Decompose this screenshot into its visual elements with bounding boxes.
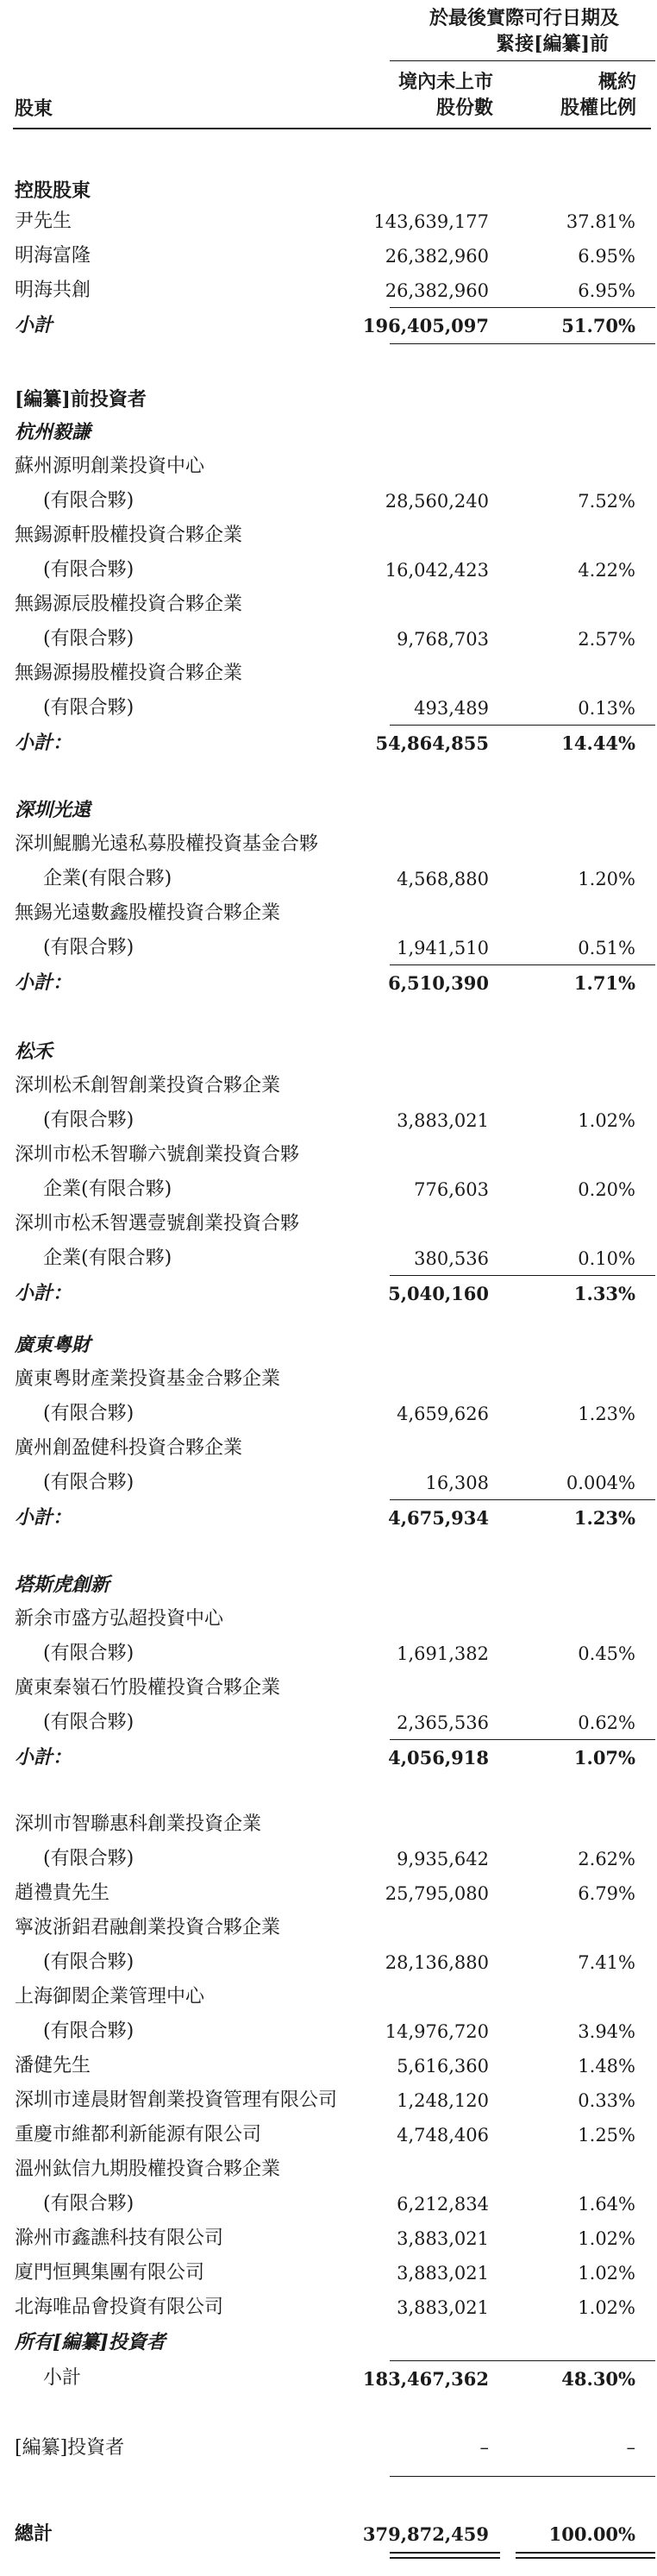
- holder-name-cont: (有限合夥): [43, 1109, 135, 1131]
- total-double-rule-top-shares: [390, 2552, 500, 2554]
- holder-shares: 3,883,021: [397, 2297, 489, 2318]
- holder-shares: 493,489: [414, 698, 489, 719]
- holder-pct: 37.81%: [566, 211, 635, 232]
- holder-name-cont: 企業(有限合夥): [43, 1247, 172, 1269]
- holder-name: 新余市盛方弘超投資中心: [15, 1608, 224, 1630]
- holder-shares: 3,883,021: [397, 2228, 489, 2249]
- subtotal-rule: [390, 964, 655, 965]
- all-pre-investors-title: 所有[編纂]投資者: [15, 2331, 166, 2353]
- holder-name: 深圳市松禾智聯六號創業投資合夥: [15, 1144, 300, 1165]
- holder-name: 廈門恒興集團有限公司: [15, 2262, 205, 2284]
- holder-name: 無錫源辰股權投資合夥企業: [15, 594, 243, 615]
- holder-shares: 26,382,960: [385, 246, 489, 267]
- holder-name: 廣州創盈健科投資合夥企業: [15, 1437, 243, 1459]
- holder-pct: 7.52%: [578, 491, 635, 512]
- group-title-shenzhen-guangyuan: 深圳光遠: [15, 799, 91, 821]
- subtotal-pct: 14.44%: [561, 732, 635, 754]
- holder-name-cont: (有限合夥): [43, 490, 135, 512]
- header-pct-2: 股權比例: [560, 97, 636, 119]
- holder-name-cont: 企業(有限合夥): [43, 868, 172, 889]
- holder-pct: 0.45%: [578, 1643, 635, 1664]
- subtotal-shares: 4,675,934: [388, 1507, 489, 1529]
- holder-shares: 143,639,177: [373, 211, 489, 232]
- holder-name-cont: (有限合夥): [43, 628, 135, 650]
- holder-pct: 1.64%: [578, 2194, 635, 2215]
- subtotal-bottom-rule: [390, 343, 655, 344]
- holder-name: 無錫源軒股權投資合夥企業: [15, 525, 243, 546]
- holder-name-cont: (有限合夥): [43, 1848, 135, 1869]
- subtotal-rule: [390, 725, 655, 726]
- group-title-songhe: 松禾: [15, 1040, 53, 1063]
- holder-pct: 0.004%: [566, 1473, 635, 1493]
- holder-name-cont: (有限合夥): [43, 1403, 135, 1424]
- holder-name-cont: (有限合夥): [43, 937, 135, 958]
- subtotal-shares: 4,056,918: [388, 1747, 489, 1769]
- holder-shares: 9,768,703: [397, 629, 489, 650]
- public-investors-pct: –: [626, 2437, 635, 2458]
- holder-name: 廣東秦嶺石竹股權投資合夥企業: [15, 1677, 281, 1699]
- holder-pct: 2.57%: [578, 629, 635, 650]
- subtotal-label: 小計：: [15, 1506, 72, 1529]
- header-group-rule: [390, 60, 655, 61]
- holder-pct: 6.95%: [578, 280, 635, 301]
- holder-name: 潘健先生: [15, 2055, 91, 2077]
- header-holder: 股東: [15, 97, 53, 120]
- holder-name: 寧波浙鋁君融創業投資合夥企業: [15, 1917, 281, 1938]
- holder-shares: 2,365,536: [397, 1712, 489, 1733]
- subtotal-label: 小計：: [15, 732, 72, 754]
- section-title-controlling: 控股股東: [15, 179, 91, 202]
- holder-name-cont: (有限合夥): [43, 1712, 135, 1733]
- total-shares: 379,872,459: [362, 2523, 489, 2545]
- holder-pct: 1.25%: [578, 2125, 635, 2146]
- subtotal-shares: 196,405,097: [362, 315, 489, 336]
- holder-shares: 28,560,240: [385, 491, 489, 512]
- holder-name: 深圳鯤鵬光遠私募股權投資基金合夥: [15, 833, 319, 855]
- holder-shares: 4,659,626: [397, 1404, 489, 1424]
- holder-name: 溫州鈦信九期股權投資合夥企業: [15, 2158, 281, 2180]
- group-title-guangdong-yuecai: 廣東粵財: [15, 1334, 91, 1356]
- holder-pct: 0.13%: [578, 698, 635, 719]
- holder-name: 滁州市鑫譙科技有限公司: [15, 2227, 224, 2249]
- holder-shares: 380,536: [414, 1248, 489, 1269]
- holder-name: 北海唯品會投資有限公司: [15, 2296, 224, 2318]
- holder-name-cont: (有限合夥): [43, 2020, 135, 2042]
- holder-shares: 16,042,423: [385, 560, 489, 581]
- header-rule: [13, 128, 651, 129]
- holder-shares: 25,795,080: [385, 1883, 489, 1904]
- holder-name-cont: (有限合夥): [43, 697, 135, 719]
- holder-pct: 1.20%: [578, 869, 635, 889]
- holder-name: 趙禮貴先生: [15, 1882, 110, 1904]
- header-shares-1: 境內未上市: [397, 71, 493, 93]
- holder-pct: 1.23%: [578, 1404, 635, 1424]
- subtotal-label: 小計：: [15, 971, 72, 994]
- holder-name: 深圳市松禾智選壹號創業投資合夥: [15, 1213, 300, 1235]
- holder-name: 深圳松禾創智創業投資合夥企業: [15, 1075, 281, 1096]
- holder-shares: 9,935,642: [397, 1849, 489, 1869]
- holder-name-cont: 企業(有限合夥): [43, 1178, 172, 1200]
- holder-shares: 4,568,880: [397, 869, 489, 889]
- holder-name-cont: (有限合夥): [43, 1643, 135, 1664]
- subtotal-pct: 1.71%: [573, 972, 635, 994]
- holder-name: 深圳市達晨財智創業投資管理有限公司: [15, 2089, 338, 2111]
- total-pct: 100.00%: [548, 2523, 635, 2545]
- holder-name-cont: (有限合夥): [43, 559, 135, 581]
- holder-shares: 14,976,720: [385, 2021, 489, 2042]
- total-label: 總計: [15, 2523, 53, 2545]
- holder-name: 廣東粵財產業投資基金合夥企業: [15, 1368, 281, 1390]
- subtotal-pct: 1.23%: [573, 1507, 635, 1529]
- holder-pct: 0.33%: [578, 2090, 635, 2111]
- header-group-title-2: 緊接[編纂]前: [496, 33, 609, 55]
- holder-name: 上海御閎企業管理中心: [15, 1986, 205, 2007]
- holder-shares: 6,212,834: [397, 2194, 489, 2215]
- total-double-rule-bottom: [516, 2557, 655, 2559]
- holder-shares: 4,748,406: [397, 2125, 489, 2146]
- subtotal-rule: [390, 307, 655, 308]
- holder-pct: 0.62%: [578, 1712, 635, 1733]
- holder-pct: 0.20%: [578, 1179, 635, 1200]
- public-rule: [390, 2476, 655, 2477]
- header-shares-2: 股份數: [435, 97, 493, 119]
- subtotal-shares: 183,467,362: [362, 2368, 489, 2390]
- subtotal-label: 小計: [43, 2367, 82, 2389]
- holder-pct: 0.51%: [578, 938, 635, 958]
- holder-pct: 4.22%: [578, 560, 635, 581]
- holder-shares: 3,883,021: [397, 1110, 489, 1131]
- holder-name-cont: (有限合夥): [43, 2193, 135, 2215]
- subtotal-label: 小計：: [15, 1282, 72, 1304]
- subtotal-label: 小計：: [15, 1746, 72, 1769]
- holder-pct: 2.62%: [578, 1849, 635, 1869]
- holder-pct: 1.02%: [578, 2228, 635, 2249]
- holder-name: 蘇州源明創業投資中心: [15, 456, 205, 477]
- subtotal-pct: 51.70%: [561, 315, 635, 336]
- holder-pct: 6.95%: [578, 246, 635, 267]
- holder-name-cont: (有限合夥): [43, 1472, 135, 1493]
- holder-pct: 7.41%: [578, 1952, 635, 1973]
- holder-name: 明海共創: [15, 280, 91, 301]
- holder-shares: 16,308: [425, 1473, 489, 1493]
- holder-pct: 1.02%: [578, 2297, 635, 2318]
- subtotal-rule: [390, 1275, 655, 1276]
- subtotal-rule: [390, 1499, 655, 1500]
- subtotal-label: 小計: [15, 314, 53, 336]
- holder-shares: 1,691,382: [397, 1643, 489, 1664]
- header-pct-1: 概約: [598, 71, 636, 93]
- subtotal-shares: 54,864,855: [375, 732, 489, 754]
- subtotal-rule: [390, 1739, 655, 1740]
- holder-shares: 26,382,960: [385, 280, 489, 301]
- total-double-rule-bottom-shares: [390, 2557, 500, 2559]
- holder-name: 深圳市智聯惠科創業投資企業: [15, 1813, 262, 1835]
- header-group-title-1: 於最後實際可行日期及: [429, 7, 619, 29]
- total-double-rule-top: [516, 2552, 655, 2554]
- subtotal-pct: 48.30%: [561, 2368, 635, 2390]
- public-investors-shares: –: [479, 2437, 489, 2458]
- holder-name: 明海富隆: [15, 245, 91, 267]
- holder-shares: 5,616,360: [397, 2056, 489, 2077]
- holder-pct: 0.10%: [578, 1248, 635, 1269]
- subtotal-shares: 5,040,160: [388, 1283, 489, 1304]
- subtotal-shares: 6,510,390: [388, 972, 489, 994]
- holder-shares: 776,603: [414, 1179, 489, 1200]
- holder-pct: 3.94%: [578, 2021, 635, 2042]
- holder-pct: 1.02%: [578, 1110, 635, 1131]
- holder-name: 重慶市維都利新能源有限公司: [15, 2124, 262, 2146]
- holder-shares: 28,136,880: [385, 1952, 489, 1973]
- subtotal-pct: 1.33%: [573, 1283, 635, 1304]
- holder-name: 無錫光遠數鑫股權投資合夥企業: [15, 902, 281, 924]
- holder-name: 無錫源揚股權投資合夥企業: [15, 663, 243, 684]
- group-title-hangzhou: 杭州毅謙: [15, 421, 91, 443]
- section-title-pre-investors: [編纂]前投資者: [15, 388, 147, 411]
- holder-name-cont: (有限合夥): [43, 1951, 135, 1973]
- holder-shares: 1,248,120: [397, 2090, 489, 2111]
- holder-pct: 6.79%: [578, 1883, 635, 1904]
- subtotal-pct: 1.07%: [573, 1747, 635, 1769]
- holder-pct: 1.02%: [578, 2263, 635, 2284]
- holder-pct: 1.48%: [578, 2056, 635, 2077]
- holder-shares: 1,941,510: [397, 938, 489, 958]
- subtotal-rule: [390, 2360, 655, 2361]
- public-investors-label: [編纂]投資者: [15, 2437, 125, 2459]
- holder-shares: 3,883,021: [397, 2263, 489, 2284]
- holder-name: 尹先生: [15, 210, 72, 232]
- group-title-tasihu: 塔斯虎創新: [15, 1574, 110, 1596]
